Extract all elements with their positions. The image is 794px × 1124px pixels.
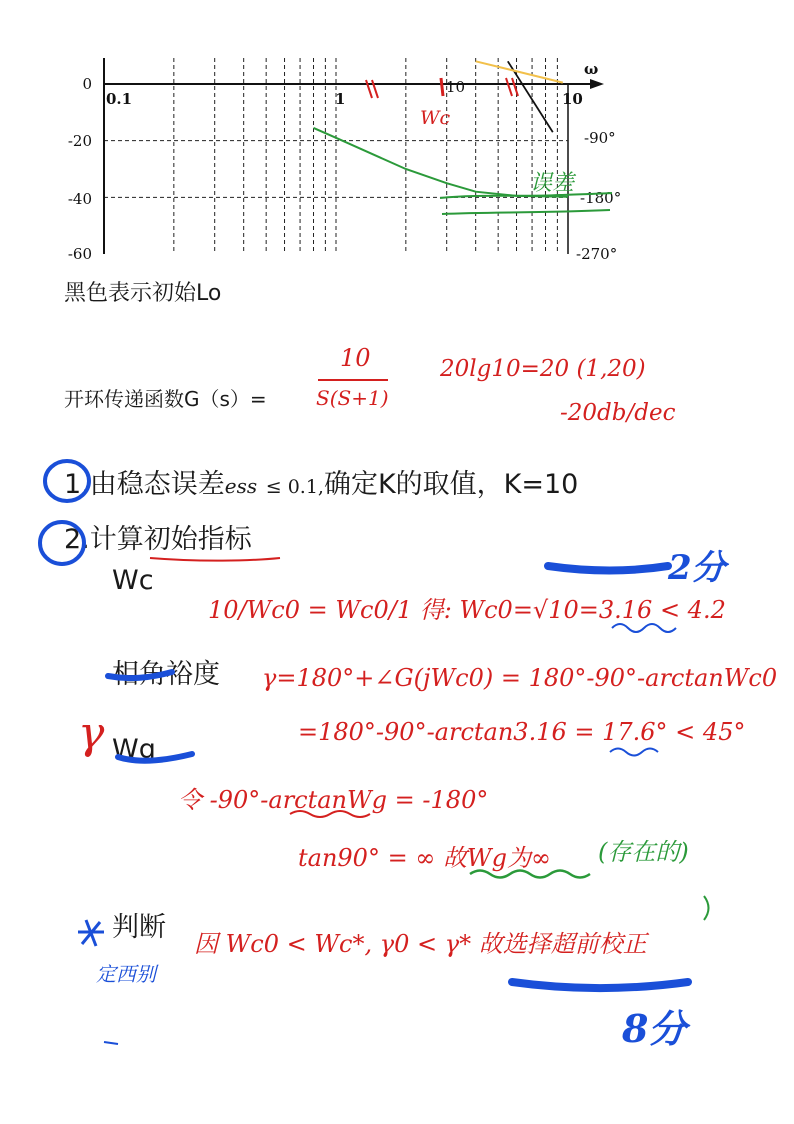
- left-margin-note: 定西别: [96, 962, 156, 986]
- green-underline-2: [442, 210, 610, 214]
- tf-side-note-1: 20lg10=20 (1,20): [440, 356, 646, 382]
- bode-grid: [104, 58, 568, 254]
- wg-calculation-1: 令 -90°-arctanWg = -180°: [178, 786, 489, 814]
- wc-annotation: Wc: [420, 107, 451, 129]
- tf-side-note-2: -20db/dec: [560, 400, 676, 426]
- wg-existence-note: (存在的): [598, 838, 689, 866]
- y-tick-label-0: 0: [82, 75, 92, 93]
- tf-numerator: 10: [340, 344, 371, 372]
- item-1-suffix: 确定K的取值，K=10: [323, 469, 579, 500]
- wg-label: Wg: [112, 734, 156, 765]
- bode-axes: [104, 58, 604, 254]
- x-axis-label: ω: [584, 60, 599, 78]
- red-tick-mark-1: [366, 80, 378, 98]
- x-tick-label-1: 1: [335, 90, 346, 108]
- x-tick-label-2: 10: [562, 90, 583, 108]
- red-underline-item-2: [150, 558, 280, 561]
- pm-calculation-2: =180°-90°-arctan3.16 = 17.6° < 45°: [298, 718, 746, 746]
- transfer-function-label: 开环传递函数G（s）=: [64, 387, 267, 411]
- pm-symbol: γ: [78, 708, 105, 759]
- wg-calculation-2: tan90° = ∞ 故Wg为∞: [298, 844, 551, 872]
- red-crossing-mark: [441, 78, 443, 96]
- phase-tick-label-1: -180°: [580, 189, 622, 207]
- blue-stroke-judge: [512, 982, 688, 988]
- item-1-ess: ess: [224, 474, 258, 498]
- phase-tick-label-0: -90°: [584, 129, 616, 147]
- series-line-0: [508, 61, 553, 132]
- blue-star-mark: [78, 920, 104, 946]
- blue-dash-bottom: [104, 1042, 118, 1044]
- item-1-prefix: 1.由稳态误差: [64, 469, 225, 500]
- tf-fraction-bar: [318, 379, 388, 381]
- judge-label: 判断: [112, 912, 166, 943]
- blue-wave-wc: [612, 624, 676, 632]
- wc-label: Wc: [112, 565, 154, 596]
- wc-calculation: 10/Wc0 = Wc0/1 得: Wc0=√10=3.16 < 4.2: [208, 596, 726, 624]
- y-tick-label-2: -40: [67, 190, 92, 208]
- item-1-operator: ≤ 0.1,: [265, 476, 324, 498]
- tf-denominator: S(S+1): [316, 386, 389, 410]
- y-tick-label-3: -60: [67, 245, 92, 263]
- phase-tick-label-2: -270°: [576, 245, 618, 263]
- blue-wave-pm: [610, 749, 658, 756]
- y-tick-label-1: -20: [67, 132, 92, 150]
- x-tick-label-0: 0.1: [106, 90, 133, 108]
- bode-plot: [0, 0, 794, 270]
- score-8-points: 8分: [622, 1006, 687, 1051]
- x-axis-arrow: [590, 79, 604, 89]
- item-1: [64, 462, 578, 501]
- item-2: 2.计算初始指标: [64, 524, 252, 555]
- crossing-label: 10: [446, 78, 466, 96]
- green-paren: [704, 896, 709, 920]
- judge-calculation: 因 Wc0 < Wc*, γ0 < γ* 故选择超前校正: [194, 930, 647, 958]
- green-error-note: 误差: [530, 171, 575, 196]
- pm-calculation-1: γ=180°+∠G(jWc0) = 180°-90°-arctanWc0: [262, 664, 778, 692]
- figure-caption: 黑色表示初始Lo: [64, 281, 222, 306]
- phase-margin-label: 相角裕度: [112, 659, 220, 690]
- blue-stroke-score-2: [548, 566, 668, 571]
- score-2-points: 2分: [668, 548, 726, 588]
